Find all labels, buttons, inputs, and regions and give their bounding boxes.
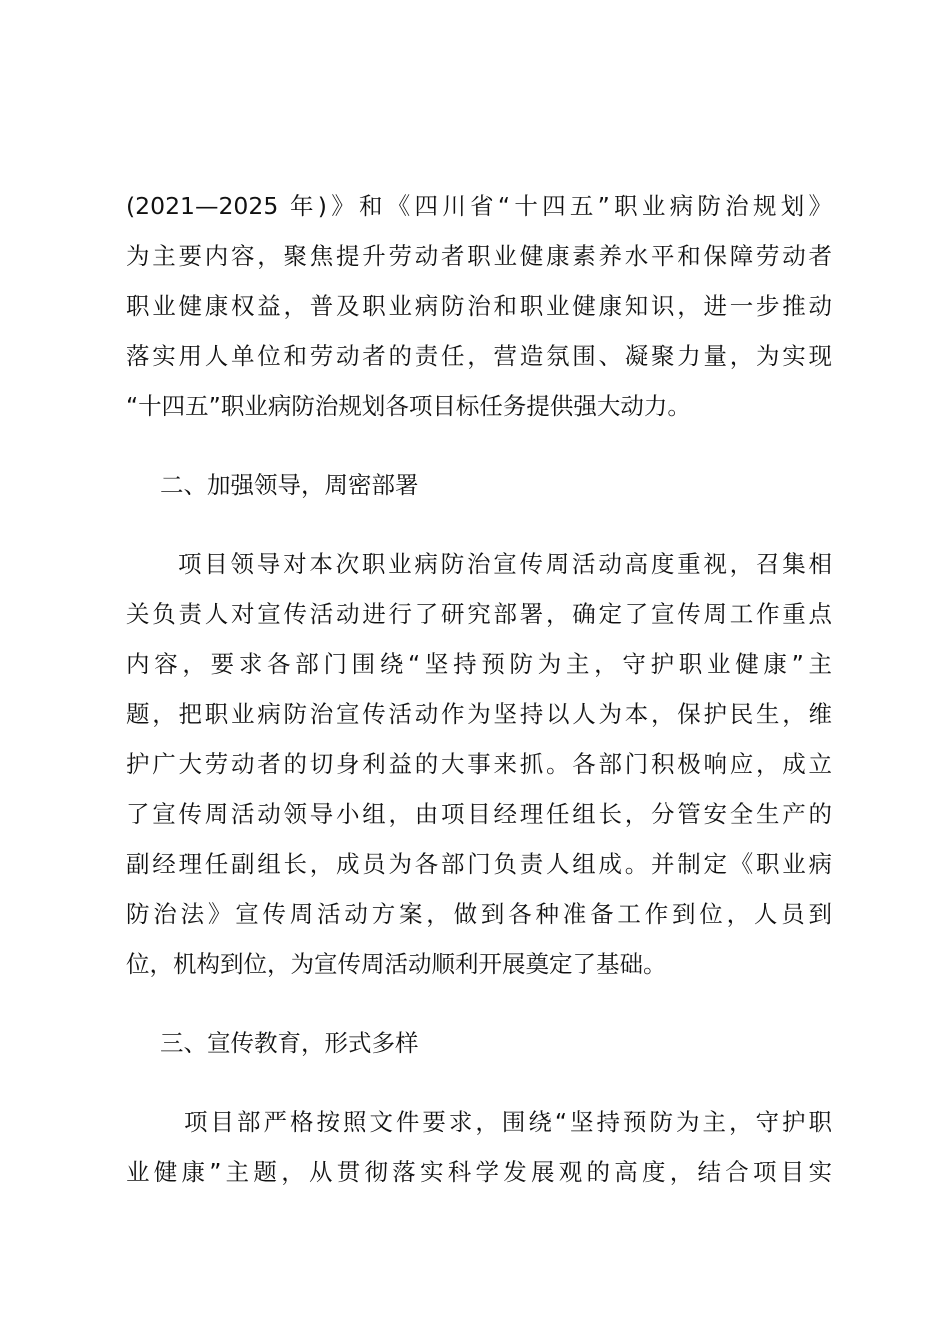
section-heading-education: 三、宣传教育，形式多样 — [160, 1029, 419, 1057]
text-line: “十四五”职业病防治规划各项目标任务提供强大动力。 — [126, 392, 691, 420]
document-body — [126, 181, 832, 1197]
text-line: 职业健康权益，普及职业病防治和职业健康知识，进一步推动 — [126, 292, 832, 320]
paragraph-intro — [126, 181, 832, 431]
text-line: 位，机构到位，为宣传周活动顺利开展奠定了基础。 — [126, 950, 667, 978]
text-line: 项目部严格按照文件要求，围绕“坚持预防为主，守护职 — [184, 1108, 832, 1136]
text-line: 内容，要求各部门围绕“坚持预防为主，守护职业健康”主 — [126, 650, 832, 678]
text-line: 业健康”主题，从贯彻落实科学发展观的高度，结合项目实 — [126, 1158, 832, 1186]
text-line: 护广大劳动者的切身利益的大事来抓。各部门积极响应，成立 — [126, 750, 832, 778]
paragraph-education — [126, 1097, 832, 1197]
section-heading-leadership: 二、加强领导，周密部署 — [160, 471, 419, 499]
text-line: 为主要内容，聚焦提升劳动者职业健康素养水平和保障劳动者 — [126, 242, 832, 270]
paragraph-leadership — [126, 539, 832, 989]
text-line: 防治法》宣传周活动方案，做到各种准备工作到位，人员到 — [126, 900, 832, 928]
text-line: 项目领导对本次职业病防治宣传周活动高度重视，召集相 — [178, 550, 832, 578]
text-line: 关负责人对宣传活动进行了研究部署，确定了宣传周工作重点 — [126, 600, 832, 628]
text-line: 落实用人单位和劳动者的责任，营造氛围、凝聚力量，为实现 — [126, 342, 832, 370]
text-line: 了宣传周活动领导小组，由项目经理任组长，分管安全生产的 — [126, 800, 832, 828]
text-line: 题，把职业病防治宣传活动作为坚持以人为本，保护民生，维 — [126, 700, 832, 728]
text-line: (2021—2025 年)》和《四川省“十四五”职业病防治规划》 — [126, 192, 832, 220]
text-line: 副经理任副组长，成员为各部门负责人组成。并制定《职业病 — [126, 850, 832, 878]
